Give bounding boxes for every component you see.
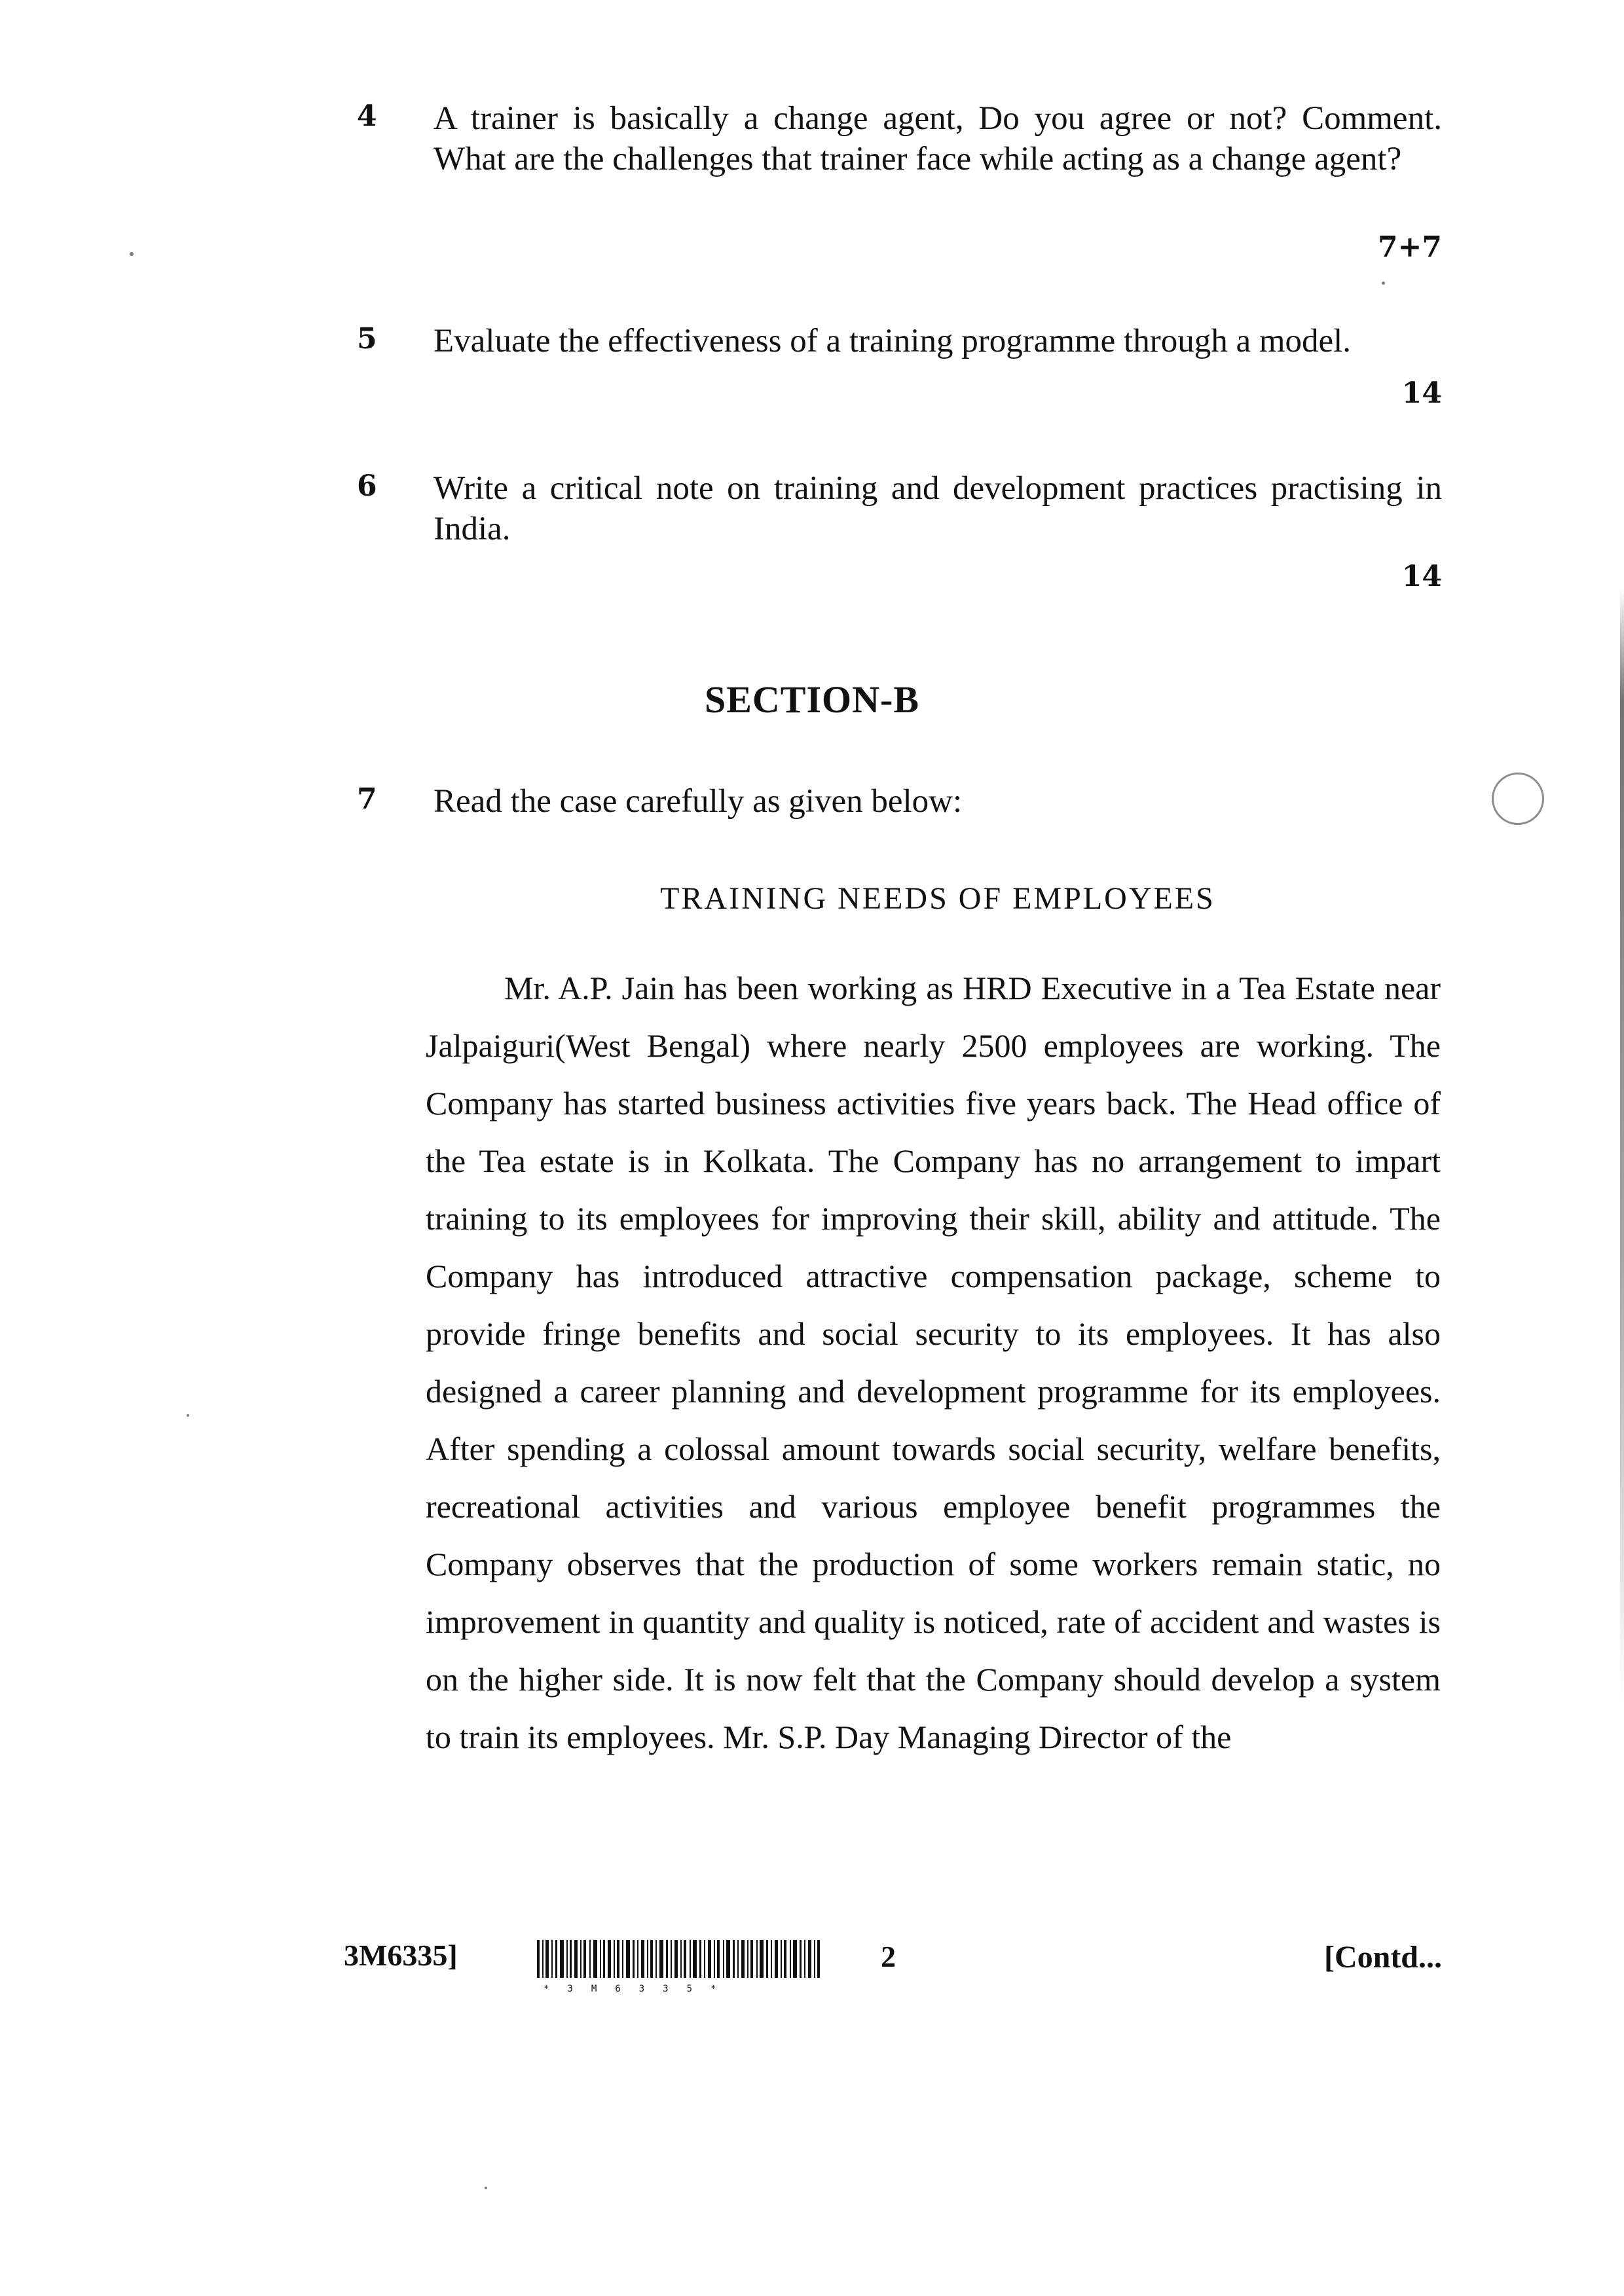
scan-edge-shadow: [1620, 589, 1624, 1702]
question-marks: 14: [1401, 376, 1442, 410]
section-title: SECTION-B: [704, 678, 920, 721]
question-number: 7: [357, 782, 377, 816]
question-marks: 14: [1401, 560, 1442, 593]
paper-code: 3M6335]: [344, 1939, 458, 1972]
continued-label: [Contd...: [1323, 1940, 1442, 1975]
scan-speck: [187, 1414, 189, 1417]
question-marks: 7+7: [1377, 230, 1442, 264]
barcode-caption: *3M6335*: [544, 1984, 735, 1994]
question-number: 5: [357, 322, 377, 355]
scan-speck: [485, 2187, 487, 2189]
question-text: Evaluate the effectiveness of a training programme through a model.: [434, 323, 1352, 359]
question-text: A trainer is basically a change agent, Do you agree or not? Comment. What are the challenges that trainer face while acting as a change agent?: [434, 100, 1442, 177]
question-number: 6: [357, 469, 377, 503]
scan-speck: [1382, 282, 1385, 285]
case-body: Mr. A.P. Jain has been working as HRD Executive in a Tea Estate near Jalpaiguri(West Bengal) where nearly 2500 employees are working. The Company has started business activities five years back. The Head office of the Tea estate is in Kolkata. The Company has no arrangement to impart training to its employees for improving their skill, ability and attitude. The Company has introduced attractive compensation package, scheme to provide fringe benefits and social security to its employees. It has also designed a career planning and development programme for its employees. After spending a colossal amount towards social security, welfare benefits, recreational activities and various employee benefit programmes the Company observes that the production of some workers remain static, no improvement in quantity and quality is noticed, rate of accident and wastes is on the higher side. It is now felt that the Company should develop a system to train its employees. Mr. S.P. Day Managing Director of the: [426, 970, 1441, 1755]
case-instruction: Read the case carefully as given below:: [434, 783, 963, 820]
page-number: 2: [881, 1940, 896, 1973]
barcode-image: [537, 1940, 820, 1978]
scan-speck: [130, 252, 134, 256]
punch-hole-mark: [1492, 773, 1544, 825]
question-text: Write a critical note on training and development practices practising in India.: [434, 470, 1442, 547]
question-number: 4: [357, 100, 377, 133]
case-title: TRAINING NEEDS OF EMPLOYEES: [660, 881, 1215, 916]
